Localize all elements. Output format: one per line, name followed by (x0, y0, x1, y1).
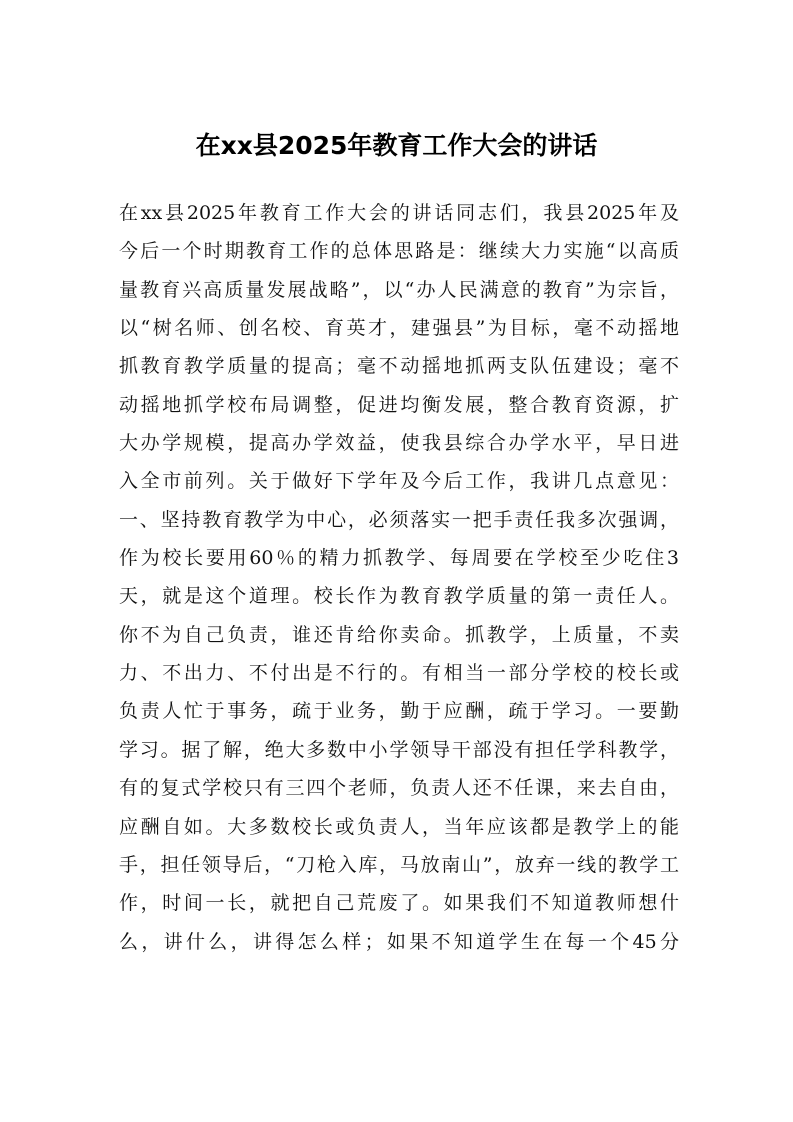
body-line-8: 入全市前列。关于做好下学年及今后工作，我讲几点意见： (119, 470, 679, 493)
body-line-5: 抓教育教学质量的提高；毫不动摇地抓两支队伍建设；毫不 (119, 355, 679, 378)
body-line-4: 以“树名师、创名校、育英才，建强县”为目标，毫不动摇地 (119, 317, 679, 340)
body-line-16: 有的复式学校只有三四个老师，负责人还不任课，来去自由， (119, 777, 679, 800)
body-line-6: 动摇地抓学校布局调整，促进均衡发展，整合教育资源，扩 (119, 393, 679, 416)
body-line-15: 学习。据了解，绝大多数中小学领导干部没有担任学科教学， (119, 738, 679, 761)
body-line-14: 负责人忙于事务，疏于业务，勤于应酬，疏于学习。一要勤 (119, 700, 679, 723)
body-line-11: 天，就是这个道理。校长作为教育教学质量的第一责任人。 (119, 585, 679, 608)
body-line-10: 作为校长要用60％的精力抓教学、每周要在学校至少吃住3 (119, 547, 679, 570)
body-line-13: 力、不出力、不付出是不行的。有相当一部分学校的校长或 (119, 662, 679, 685)
body-line-2: 今后一个时期教育工作的总体思路是：继续大力实施“以高质 (119, 240, 679, 263)
page-title: 在xx县2025年教育工作大会的讲话 (195, 131, 598, 160)
body-line-18: 手，担任领导后，“刀枪入库，马放南山”，放弃一线的教学工 (119, 853, 679, 876)
body-line-19: 作，时间一长，就把自己荒废了。如果我们不知道教师想什 (119, 892, 679, 915)
body-line-9: 一、坚持教育教学为中心，必须落实一把手责任我多次强调， (119, 508, 679, 531)
speech-body (119, 194, 679, 961)
body-line-20: 么，讲什么，讲得怎么样；如果不知道学生在每一个45分 (119, 930, 679, 953)
body-line-17: 应酬自如。大多数校长或负责人，当年应该都是教学上的能 (119, 815, 679, 838)
body-line-7: 大办学规模，提高办学效益，使我县综合办学水平，早日进 (119, 432, 679, 455)
body-line-12: 你不为自己负责，谁还肯给你卖命。抓教学，上质量，不卖 (119, 623, 679, 646)
body-line-3: 量教育兴高质量发展战略”，以“办人民满意的教育”为宗旨， (119, 278, 679, 301)
body-line-1: 在xx县2025年教育工作大会的讲话同志们，我县2025年及 (119, 202, 679, 224)
